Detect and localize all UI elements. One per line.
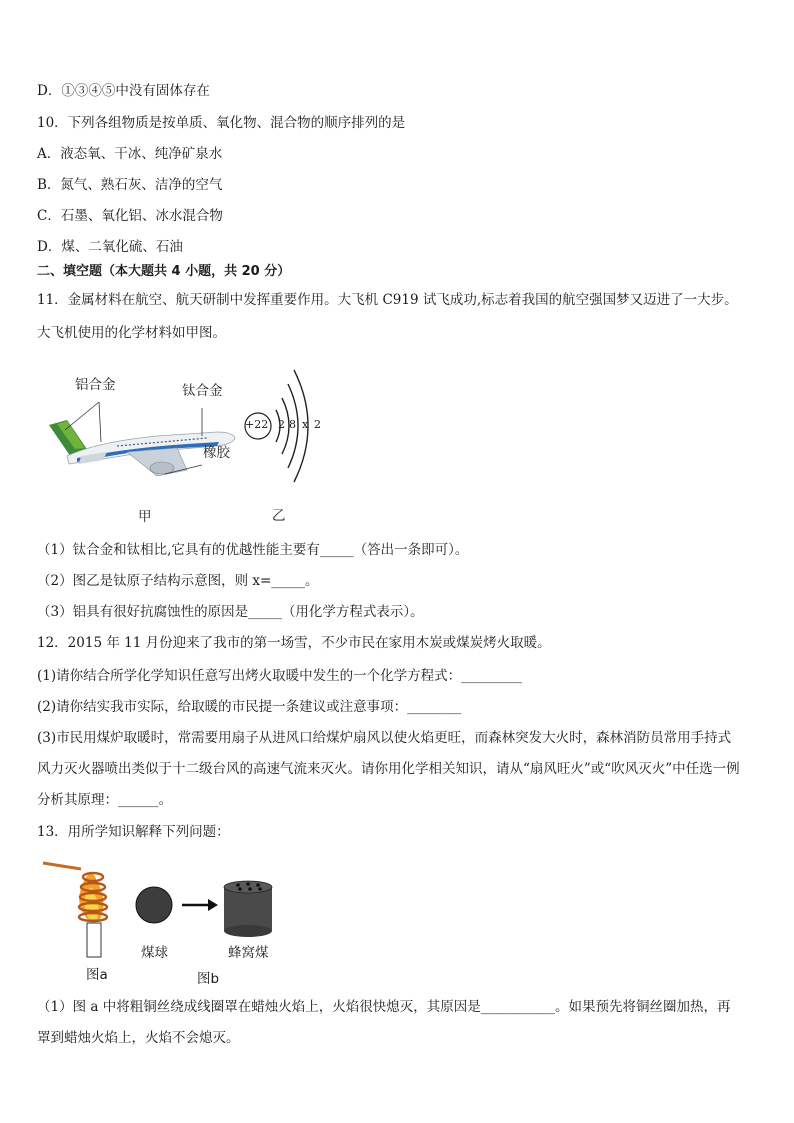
shell-2: 8 [289, 418, 296, 431]
label-al-alloy: 铝合金 [75, 377, 116, 393]
line-d-option: D．①③④⑤中没有固体存在 [37, 83, 210, 99]
question-11-part3: （3）铝具有很好抗腐蚀性的原因是_____（用化学方程式表示）。 [37, 604, 424, 620]
option-10c: C．石墨、氧化铝、冰水混合物 [37, 208, 223, 224]
figure-jia [37, 365, 237, 525]
question-12-part3-line2: 风力灭火器喷出类似于十二级台风的高速气流来灭火。请你用化学相关知识，请从“扇风旺火”或“吹风灭火”中任选一例 [37, 761, 740, 777]
question-10: 10．下列各组物质是按单质、氧化物、混合物的顺序排列的是 [37, 115, 406, 131]
label-honeycomb-coal: 蜂窝煤 [228, 945, 269, 961]
figure-a-b [37, 855, 297, 985]
question-11-part1: （1）钛合金和钛相比,它具有的优越性能主要有_____（答出一条即可）。 [37, 542, 469, 558]
question-12-part3-line3: 分析其原理：______。 [37, 792, 172, 808]
nucleus-charge: +22 [245, 418, 269, 431]
plane-tail-text: C919 [83, 424, 99, 442]
question-12: 12．2015 年 11 月份迎来了我市的第一场雪，不少市民在家用木炭或煤炭烤火取暖。 [37, 635, 551, 651]
question-13-part1-line2: 罩到蜡烛火焰上，火焰不会熄灭。 [37, 1030, 240, 1046]
question-11-line2: 大飞机使用的化学材料如甲图。 [37, 325, 226, 341]
question-13-part1-line1: （1）图 a 中将粗铜丝绕成线圈罩在蜡烛火焰上，火焰很快熄灭，其原因是___________。如果预先将铜丝圈加热，再 [37, 999, 731, 1015]
question-13: 13．用所学知识解释下列问题： [37, 824, 230, 840]
question-12-part3-line1: (3)市民用煤炉取暖时，常需要用扇子从进风口给煤炉扇风以使火焰更旺，而森林突发大火时，森林消防员常用手持式 [37, 730, 732, 746]
candle-copper-coil-diagram [37, 855, 117, 965]
label-ti-alloy: 钛合金 [182, 383, 223, 399]
shell-1: 2 [278, 418, 285, 431]
label-coal-ball: 煤球 [141, 945, 168, 961]
section-heading: 二、填空题（本大题共 4 小题，共 20 分） [37, 264, 291, 279]
question-11-line1: 11．金属材料在航空、航天研制中发挥重要作用。大飞机 C919 试飞成功,标志着我国的航空强国梦又迈进了一大步。 [37, 292, 738, 308]
caption-a: 图a [86, 967, 108, 983]
label-rubber: 橡胶 [203, 445, 230, 461]
option-10d: D．煤、二氧化硫、石油 [37, 239, 183, 255]
option-10a: A．液态氧、干冰、纯净矿泉水 [37, 146, 223, 162]
caption-jia: 甲 [138, 509, 152, 525]
figure-yi [236, 360, 336, 525]
question-12-part2: (2)请你结实我市实际，给取暖的市民提一条建议或注意事项：________ [37, 699, 462, 715]
question-11-part2: （2）图乙是钛原子结构示意图，则 x=_____。 [37, 573, 319, 589]
shell-3: x [302, 418, 309, 431]
option-10b: B．氮气、熟石灰、洁净的空气 [37, 177, 223, 193]
shell-4: 2 [314, 418, 321, 431]
question-12-part1: (1)请你结合所学化学知识任意写出烤火取暖中发生的一个化学方程式：_________ [37, 668, 522, 684]
caption-yi: 乙 [272, 508, 286, 524]
caption-b: 图b [197, 971, 220, 987]
